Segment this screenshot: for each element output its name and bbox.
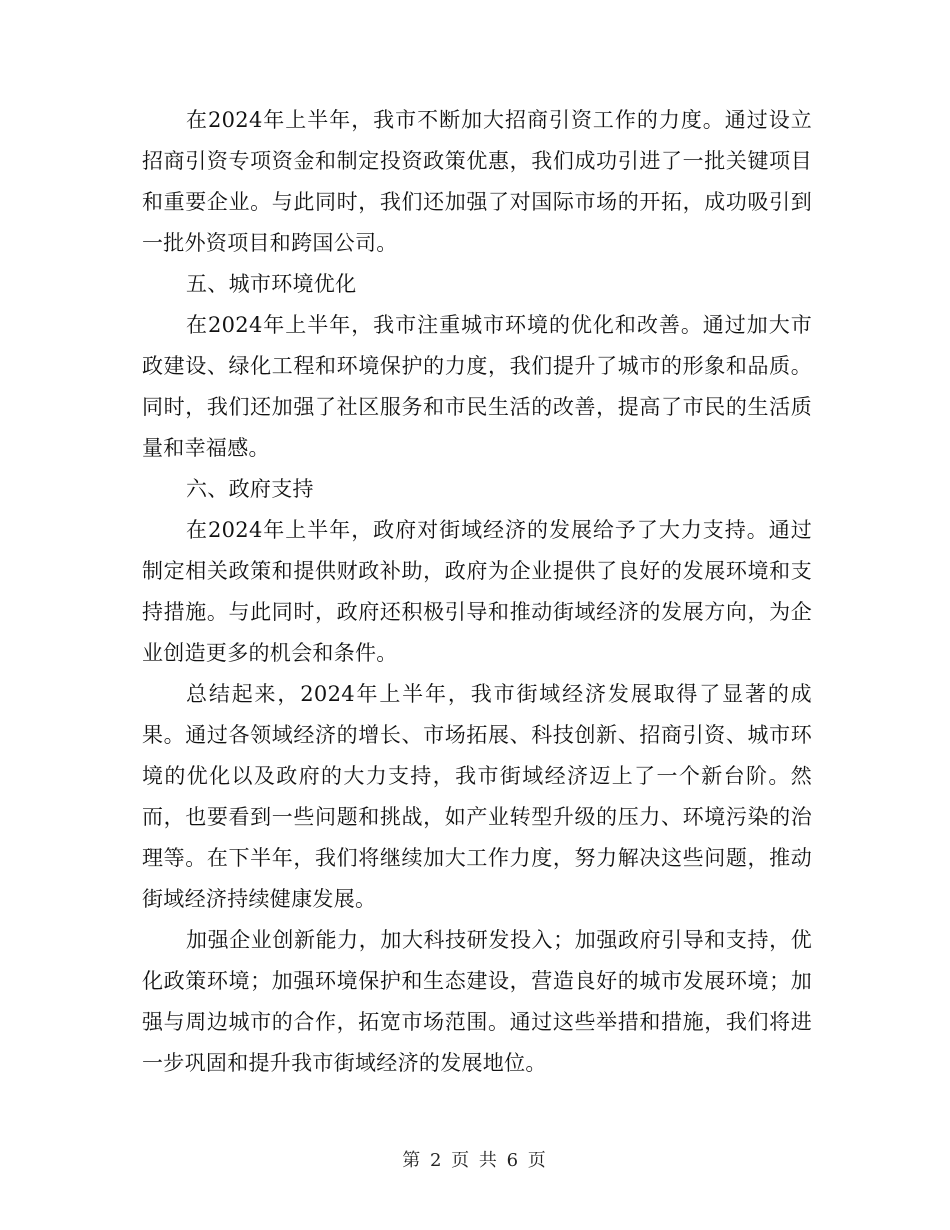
paragraph-measures: 加强企业创新能力，加大科技研发投入；加强政府引导和支持，优化政策环境；加强环境保护和生态建设，营造良好的城市发展环境；加强与周边城市的合作，拓宽市场范围。通过这些举措和措施，我们将进一步巩固和提升我市街域经济的发展地位。 [142,928,812,1075]
paragraph-government-support: 在2024年上半年，政府对街域经济的发展给予了大力支持。通过制定相关政策和提供财政补助，政府为企业提供了良好的发展环境和支持措施。与此同时，政府还积极引导和推动街域经济的发展方向，为企业创造更多的机会和条件。 [142,518,812,665]
section-heading-government-support: 六、政府支持 [186,477,314,501]
paragraph-investment: 在2024年上半年，我市不断加大招商引资工作的力度。通过设立招商引资专项资金和制定投资政策优惠，我们成功引进了一批关键项目和重要企业。与此同时，我们还加强了对国际市场的开拓，成功吸引到一批外资项目和跨国公司。 [142,108,812,255]
page-number-footer: 第 2 页 共 6 页 [402,1150,548,1171]
document-body [142,100,812,1084]
paragraph-city-environment: 在2024年上半年，我市注重城市环境的优化和改善。通过加大市政建设、绿化工程和环境保护的力度，我们提升了城市的形象和品质。同时，我们还加强了社区服务和市民生活的改善，提高了市民的生活质量和幸福感。 [142,313,812,460]
paragraph-summary: 总结起来，2024年上半年，我市街域经济发展取得了显著的成果。通过各领域经济的增长、市场拓展、科技创新、招商引资、城市环境的优化以及政府的大力支持，我市街域经济迈上了一个新台阶。然而，也要看到一些问题和挑战，如产业转型升级的压力、环境污染的治理等。在下半年，我们将继续加大工作力度，努力解决这些问题，推动街域经济持续健康发展。 [142,682,812,911]
section-heading-city-environment: 五、城市环境优化 [186,272,357,296]
